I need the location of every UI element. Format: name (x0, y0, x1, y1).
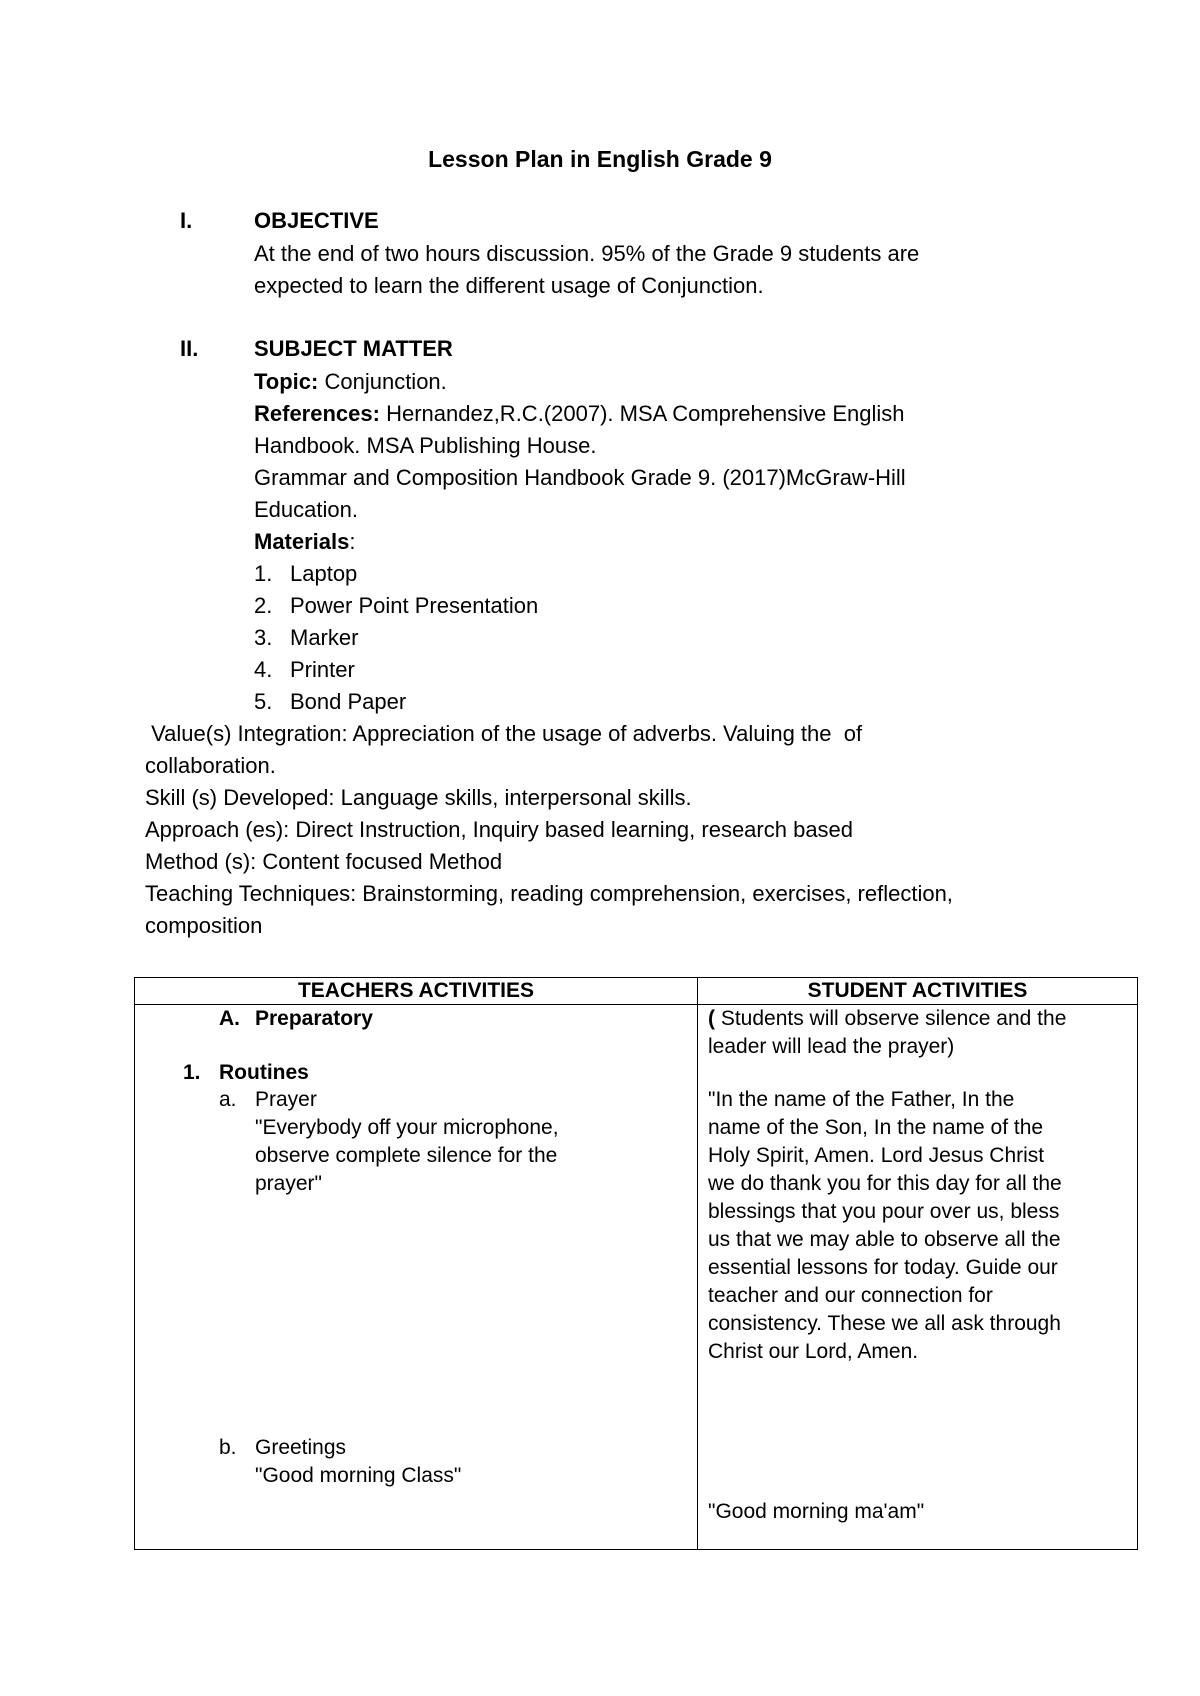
open-paren: ( (708, 1007, 715, 1030)
student-activities-header: STUDENT ACTIVITIES (698, 978, 1138, 1005)
materials-item (254, 686, 1054, 718)
materials-item-text: Bond Paper (290, 689, 407, 714)
objective-line: expected to learn the different usage of Conjunction. (254, 273, 764, 298)
materials-line (254, 526, 1054, 558)
materials-colon: : (349, 529, 356, 554)
prayer-instruction-line: prayer" (255, 1172, 322, 1195)
student-prayer-line: "In the name of the Father, In the (708, 1088, 1015, 1111)
student-prayer-line: Christ our Lord, Amen. (708, 1340, 919, 1363)
greetings-letter: b. (219, 1436, 237, 1459)
section-2-number: II. (180, 336, 199, 361)
student-note-line: leader will lead the prayer) (708, 1035, 955, 1058)
student-note-line (708, 1005, 1066, 1033)
materials-item-text: Power Point Presentation (290, 593, 539, 618)
materials-item-number: 4. (254, 657, 273, 682)
section-2-heading: SUBJECT MATTER (254, 336, 453, 361)
prayer-label: Prayer (255, 1088, 317, 1111)
references-line (254, 398, 1054, 430)
lesson-details (145, 718, 1095, 942)
student-prayer-line: blessings that you pour over us, bless (708, 1200, 1060, 1223)
materials-item (254, 654, 1054, 686)
preparatory-number: A. (219, 1007, 240, 1030)
student-prayer-line: we do thank you for this day for all the (708, 1172, 1062, 1195)
student-prayer-line: consistency. These we all ask through (708, 1312, 1061, 1335)
materials-item (254, 622, 1054, 654)
references-line: Education. (254, 497, 358, 522)
preparatory-heading: Preparatory (255, 1007, 373, 1030)
greetings-instruction: "Good morning Class" (255, 1464, 462, 1487)
student-prayer-line: essential lessons for today. Guide our (708, 1256, 1058, 1279)
student-prayer-line: Holy Spirit, Amen. Lord Jesus Christ (708, 1144, 1045, 1167)
student-note-text: Students will observe silence and the (715, 1007, 1067, 1030)
teaching-techniques-line: Teaching Techniques: Brainstorming, reading comprehension, exercises, reflection, (145, 881, 953, 906)
routines-heading: Routines (219, 1061, 309, 1084)
student-prayer (708, 1086, 1062, 1366)
table-row (135, 1005, 1138, 1550)
references-line: Grammar and Composition Handbook Grade 9. (2017)McGraw-Hill (254, 465, 906, 490)
section-1-number: I. (180, 208, 193, 233)
routines-number: 1. (183, 1061, 201, 1084)
student-greeting-reply: "Good morning ma'am" (708, 1500, 925, 1523)
method-line: Method (s): Content focused Method (145, 849, 503, 874)
materials-item-text: Marker (290, 625, 359, 650)
materials-item-text: Laptop (290, 561, 358, 586)
teaching-techniques-line: composition (145, 913, 263, 938)
page-title: Lesson Plan in English Grade 9 (428, 146, 772, 172)
materials-label: Materials (254, 529, 350, 554)
references-text: Hernandez,R.C.(2007). MSA Comprehensive English (379, 401, 905, 426)
section-1-heading: OBJECTIVE (254, 208, 379, 233)
value-integration-line: Value(s) Integration: Appreciation of the usage of adverbs. Valuing the of (145, 721, 863, 746)
materials-item-number: 1. (254, 561, 273, 586)
materials-item-number: 3. (254, 625, 273, 650)
value-integration-line: collaboration. (145, 753, 276, 778)
materials-item-number: 5. (254, 689, 273, 714)
objective-text (254, 238, 1054, 302)
student-prayer-line: name of the Son, In the name of the (708, 1116, 1044, 1139)
references-label: References: (254, 401, 380, 426)
objective-line: At the end of two hours discussion. 95% of the Grade 9 students are (254, 241, 920, 266)
topic-value: Conjunction. (318, 369, 447, 394)
greetings-label: Greetings (255, 1436, 347, 1459)
student-note (708, 1005, 1066, 1061)
topic-label: Topic: (254, 369, 319, 394)
prayer-instruction-line: observe complete silence for the (255, 1144, 558, 1167)
materials-item (254, 590, 1054, 622)
references-line: Handbook. MSA Publishing House. (254, 433, 597, 458)
teacher-activities-cell (135, 1005, 698, 1550)
materials-item (254, 558, 1054, 590)
teacher-activities-header: TEACHERS ACTIVITIES (135, 978, 698, 1005)
student-prayer-line: teacher and our connection for (708, 1284, 993, 1307)
student-activities-cell (698, 1005, 1138, 1550)
activities-table (134, 977, 1138, 1550)
student-prayer-line: us that we may able to observe all the (708, 1228, 1061, 1251)
prayer-instruction-line: "Everybody off your microphone, (255, 1116, 559, 1139)
materials-item-number: 2. (254, 593, 273, 618)
materials-item-text: Printer (290, 657, 355, 682)
topic-line (254, 366, 1054, 398)
approach-line: Approach (es): Direct Instruction, Inquiry based learning, research based (145, 817, 854, 842)
skills-developed-line: Skill (s) Developed: Language skills, interpersonal skills. (145, 785, 692, 810)
prayer-instruction (255, 1114, 559, 1198)
prayer-letter: a. (219, 1088, 237, 1111)
subject-matter-body (254, 366, 1054, 718)
table-header-row (135, 978, 1138, 1005)
